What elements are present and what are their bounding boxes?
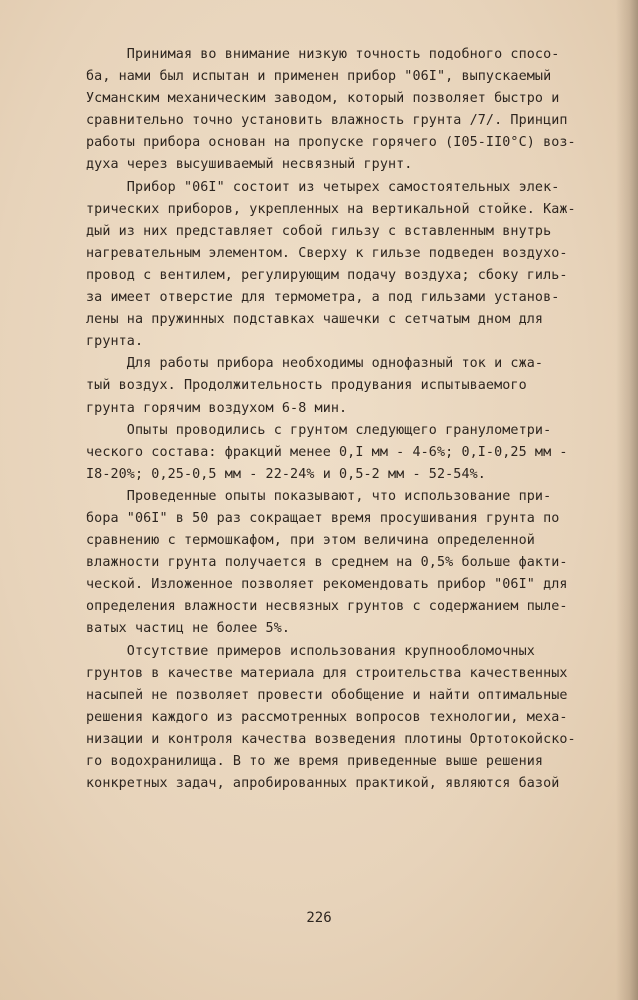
text-line: Усманским механическим заводом, который позволяет быстро и <box>86 91 560 107</box>
text-line: грунта. <box>86 334 144 350</box>
paragraph <box>86 641 606 796</box>
text-line: ба, нами был испытан и применен прибор "06I", выпускаемый <box>86 69 552 85</box>
body-text <box>86 44 606 795</box>
text-line: го водохранилища. В то же время приведенные выше решения <box>86 754 544 769</box>
text-line: дый из них представляет собой гильзу с вставленным внутрь <box>86 223 552 239</box>
text-line: за имеет отверстие для термометра, а под гильзами установ- <box>86 290 560 306</box>
text-line: провод с вентилем, регулирующим подачу воздуха; сбоку гиль- <box>86 267 568 283</box>
text-line: трических приборов, укрепленных на вертикальной стойке. Каж- <box>86 201 576 217</box>
text-line: духа через высушиваемый несвязный грунт. <box>86 157 413 173</box>
text-line: I8-20%; 0,25-0,5 мм - 22-24% и 0,5-2 мм - 52-54%. <box>86 466 486 482</box>
text-line: Для работы прибора необходимы однофазный ток и сжа- <box>86 356 544 372</box>
text-line: насыпей не позволяет провести обобщение и найти оптимальные <box>86 687 568 703</box>
paragraph <box>86 353 606 419</box>
paragraph <box>86 420 606 486</box>
text-line: определения влажности несвязных грунтов с содержанием пыле- <box>86 599 568 615</box>
text-line: тый воздух. Продолжительность продувания испытываемого <box>86 378 527 394</box>
text-line: влажности грунта получается в среднем на 0,5% больше факти- <box>86 555 568 571</box>
text-line: грунтов в качестве материала для строительства качественных <box>86 665 568 681</box>
text-line: низации и контроля качества возведения плотины Ортотокойско- <box>86 731 576 747</box>
paragraph <box>86 486 606 641</box>
paragraph <box>86 177 606 354</box>
text-line: Принимая во внимание низкую точность подобного спосо- <box>86 47 560 62</box>
text-line: нагревательным элементом. Сверху к гильзе подведен воздухо- <box>86 245 568 261</box>
text-line: ческого состава: фракций менее 0,I мм - 4-6%; 0,I-0,25 мм - <box>86 444 568 460</box>
text-line: ческой. Изложенное позволяет рекомендовать прибор "06I" для <box>86 577 568 593</box>
text-line: работы прибора основан на пропуске горячего (I05-II0°С) воз- <box>86 135 576 151</box>
text-line: Отсутствие примеров использования крупнообломочных <box>86 643 535 659</box>
text-line: конкретных задач, апробированных практикой, являются базой <box>86 776 560 792</box>
page-number: 226 <box>306 910 332 926</box>
text-line: сравнительно точно установить влажность грунта /7/. Принцип <box>86 113 568 129</box>
text-line: ватых частиц не более 5%. <box>86 621 291 637</box>
text-line: решения каждого из рассмотренных вопросов технологии, меха- <box>86 709 568 725</box>
text-line: лены на пружинных подставках чашечки с сетчатым дном для <box>86 312 544 328</box>
page-edge-shadow <box>616 0 638 1000</box>
text-line: Проведенные опыты показывают, что использование при- <box>86 488 552 504</box>
text-line: Опыты проводились с грунтом следующего гранулометри- <box>86 422 552 438</box>
paragraph <box>86 44 606 177</box>
text-line: грунта горячим воздухом 6-8 мин. <box>86 400 348 416</box>
text-line: Прибор "06I" состоит из четырех самостоятельных элек- <box>86 179 560 195</box>
text-line: сравнению с термошкафом, при этом величина определенной <box>86 533 535 549</box>
text-line: бора "06I" в 50 раз сокращает время просушивания грунта по <box>86 510 560 526</box>
